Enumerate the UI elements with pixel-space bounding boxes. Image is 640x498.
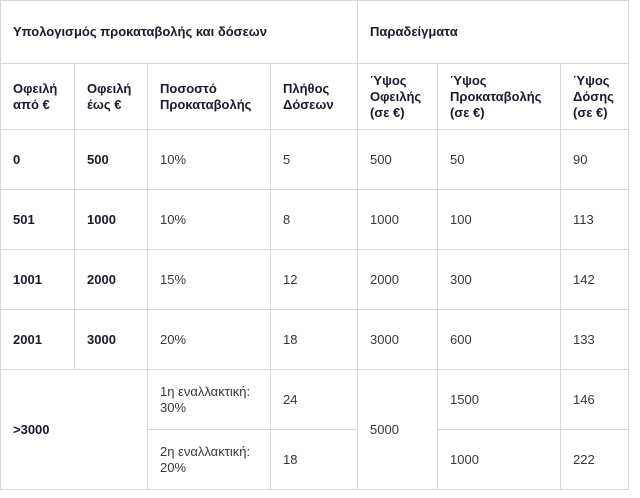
header-down-amount: Ύψος Προκαταβολής (σε €) [438,64,561,130]
cell-inst: 133 [561,310,629,370]
cell-count-alt1: 24 [271,370,358,430]
cell-pct: 15% [148,250,271,310]
calc-title: Υπολογισμός προκαταβολής και δόσεων [1,1,358,64]
header-installment-amount: Ύψος Δόσης (σε €) [561,64,629,130]
header-debt-from: Οφειλή από € [1,64,75,130]
cell-from: 0 [1,130,75,190]
cell-count: 8 [271,190,358,250]
cell-pct-alt2: 2η εναλλακτική: 20% [148,430,271,490]
cell-to: 1000 [75,190,148,250]
cell-down: 300 [438,250,561,310]
cell-debt: 2000 [358,250,438,310]
cell-down-alt1: 1500 [438,370,561,430]
cell-from: 501 [1,190,75,250]
table-row [1,130,629,190]
cell-pct-alt1: 1η εναλλακτική: 30% [148,370,271,430]
table-row [1,250,629,310]
cell-to: 500 [75,130,148,190]
header-debt-to: Οφειλή έως € [75,64,148,130]
cell-from: 1001 [1,250,75,310]
cell-count-alt2: 18 [271,430,358,490]
cell-count: 12 [271,250,358,310]
cell-count: 18 [271,310,358,370]
cell-inst: 90 [561,130,629,190]
examples-title: Παραδείγματα [358,1,629,64]
cell-inst: 142 [561,250,629,310]
cell-count: 5 [271,130,358,190]
cell-down: 100 [438,190,561,250]
cell-from-over: >3000 [1,370,148,490]
cell-to: 3000 [75,310,148,370]
cell-inst: 113 [561,190,629,250]
table-row [1,310,629,370]
cell-down-alt2: 1000 [438,430,561,490]
table-row [1,370,629,430]
cell-inst-alt1: 146 [561,370,629,430]
header-debt-amount: Ύψος Οφειλής (σε €) [358,64,438,130]
cell-debt: 1000 [358,190,438,250]
cell-pct: 20% [148,310,271,370]
cell-down: 600 [438,310,561,370]
cell-debt: 3000 [358,310,438,370]
cell-pct: 10% [148,190,271,250]
header-down-pct: Ποσοστό Προκαταβολής [148,64,271,130]
cell-debt-over: 5000 [358,370,438,490]
cell-down: 50 [438,130,561,190]
cell-pct: 10% [148,130,271,190]
cell-to: 2000 [75,250,148,310]
cell-from: 2001 [1,310,75,370]
table-row [1,190,629,250]
cell-debt: 500 [358,130,438,190]
cell-inst-alt2: 222 [561,430,629,490]
header-installments: Πλήθος Δόσεων [271,64,358,130]
